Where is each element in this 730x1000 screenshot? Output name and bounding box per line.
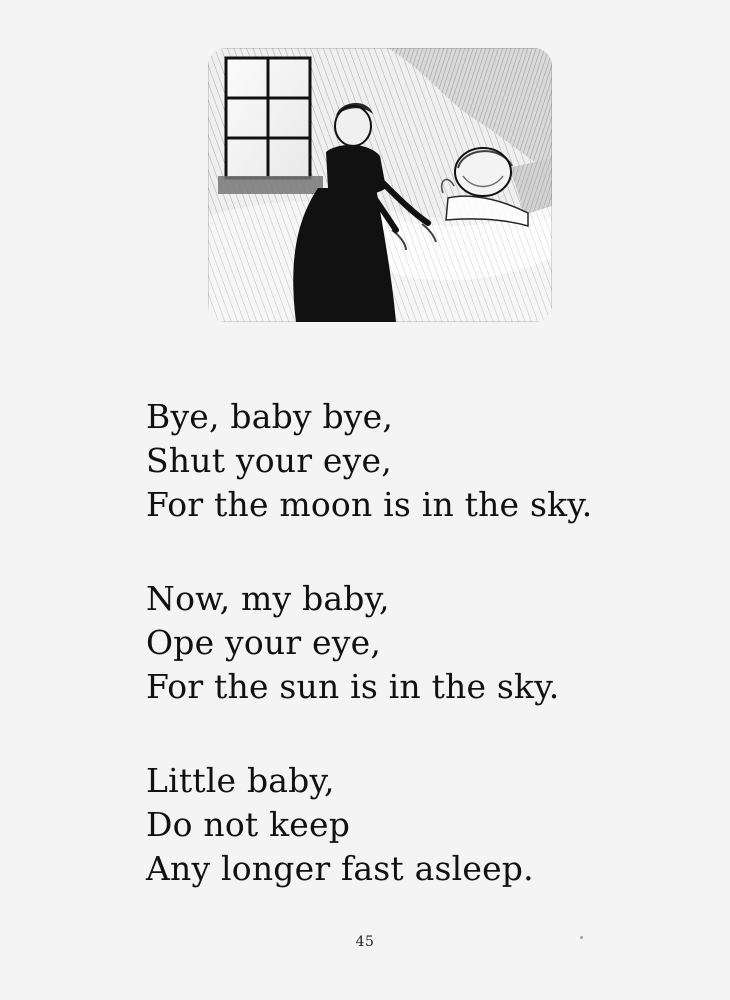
woodcut-engraving [208,48,552,322]
poem-line: Shut your eye, [146,441,392,480]
window [218,58,323,194]
poem-line: Little baby, [146,761,335,800]
poem-stanza [146,395,706,527]
poem-stanza [146,759,706,891]
poem-line: Now, my baby, [146,579,390,618]
poem-line: For the moon is in the sky. [146,485,593,524]
bedside-illustration [208,48,552,322]
page-number: 45 [355,934,375,950]
poem-line: Ope your eye, [146,623,382,662]
poem-stanza [146,577,706,709]
poem-line: Any longer fast asleep. [146,849,534,888]
poem-line: For the sun is in the sky. [146,667,560,706]
poem-line: Bye, baby bye, [146,397,394,436]
poem-line: Do not keep [146,805,351,844]
poem [146,395,706,891]
paper-speck [580,936,583,939]
